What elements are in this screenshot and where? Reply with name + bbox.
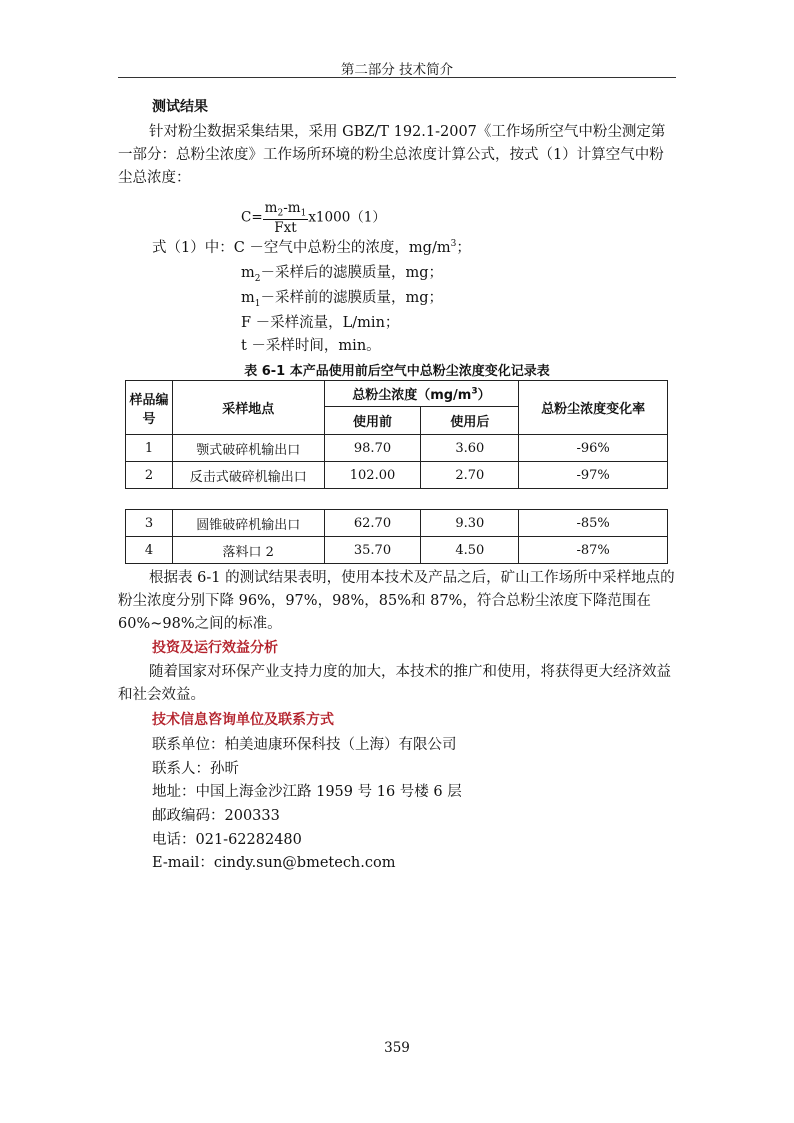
contact-phone: 电话：021-62282480	[152, 832, 302, 848]
formula-fraction	[263, 200, 309, 236]
header-location: 采样地点	[172, 381, 324, 435]
def-t: t －采样时间，min。	[241, 338, 381, 354]
contact-unit: 联系单位：柏美迪康环保科技（上海）有限公司	[152, 737, 457, 753]
header-change-rate: 总粉尘浓度变化率	[519, 381, 668, 435]
table-caption: 表 6-1 本产品使用前后空气中总粉尘浓度变化记录表	[244, 364, 550, 379]
contact-postcode: 邮政编码：200333	[152, 808, 280, 824]
table-row: 2 反击式破碎机输出口 102.00 2.70 -97%	[126, 462, 668, 489]
table-row: 3 圆锥破碎机输出口 62.70 9.30 -85%	[126, 510, 668, 537]
contact-person: 联系人：孙昕	[152, 761, 239, 777]
table-row: 1 颚式破碎机输出口 98.70 3.60 -96%	[126, 435, 668, 462]
def-c: 式（1）中：C －空气中总粉尘的浓度，$mg/m^3$；	[152, 239, 471, 256]
contact-address: 地址：中国上海金沙江路 1959 号 16 号楼 6 层	[152, 784, 462, 800]
dust-table-part2	[125, 509, 668, 564]
header-sample-no: 样品编号	[126, 381, 173, 435]
formula-rhs: x1000（1）	[308, 209, 386, 226]
def-m2: $m_2-$采样后的滤膜质量，mg；	[241, 265, 444, 284]
section-title-test-results: 测试结果	[152, 99, 208, 115]
def-f: F －采样流量，L/min；	[241, 315, 400, 331]
dust-table-part1	[125, 380, 668, 489]
formula-numerator: $m_2-m_1$	[264, 200, 307, 219]
def-m1: $m_1-$采样前的滤膜质量，mg；	[241, 290, 444, 309]
contact-email[interactable]: E-mail：cindy.sun@bmetech.com	[152, 855, 396, 871]
formula-denominator: Fxt	[274, 219, 297, 236]
investment-paragraph: 随着国家对环保产业支持力度的加大，本技术的推广和使用，将获得更大经济效益和社会效益。	[118, 664, 671, 703]
section-title-contact: 技术信息咨询单位及联系方式	[152, 712, 334, 728]
page-number: 359	[384, 1040, 410, 1056]
formula-lhs: C=	[241, 209, 263, 226]
test-intro-paragraph: 针对粉尘数据采集结果，采用 GBZ/T 192.1-2007《工作场所空气中粉尘测定第一部分：总粉尘浓度》工作场所环境的粉尘总浓度计算公式，按式（1）计算空气中粉尘总浓度：	[118, 124, 666, 186]
header-rule	[118, 77, 676, 78]
header-concentration: 总粉尘浓度$(mg/m^3)$	[324, 381, 519, 407]
dust-formula	[241, 200, 386, 240]
header-before: 使用前	[324, 407, 421, 435]
running-header: 第二部分 技术简介	[340, 62, 454, 78]
header-after: 使用后	[421, 407, 519, 435]
section-title-investment: 投资及运行效益分析	[152, 640, 278, 656]
result-paragraph: 根据表 6-1 的测试结果表明，使用本技术及产品之后，矿山工作场所中采样地点的粉尘浓度分别下降 96%，97%，98%，85%和 87%，符合总粉尘浓度下降范围在 60%~98%之间的标准。	[118, 570, 675, 632]
table-row: 4 落料口 2 35.70 4.50 -87%	[126, 537, 668, 564]
